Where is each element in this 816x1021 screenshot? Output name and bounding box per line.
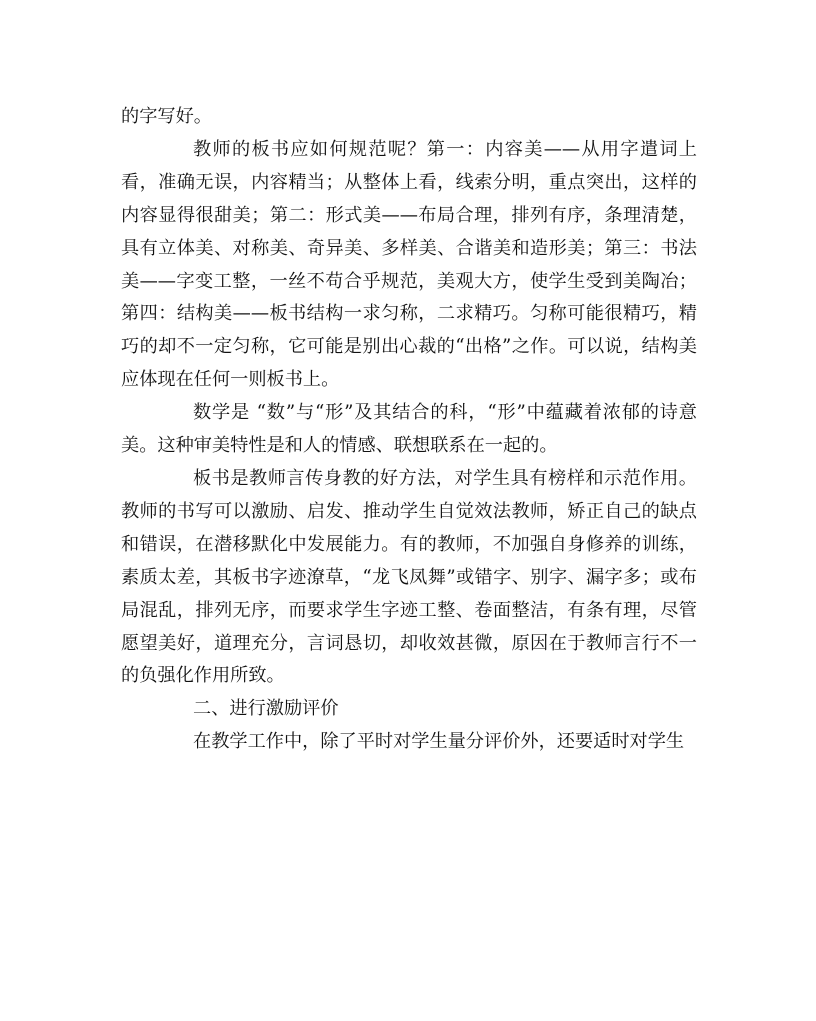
document-body bbox=[121, 101, 697, 759]
section-heading-incentive-evaluation: 二、进行激励评价 bbox=[193, 698, 339, 720]
paragraph-continuation: 的字写好。 bbox=[121, 106, 212, 127]
paragraph-teacher-example: 板书是教师言传身教的好方法，对学生具有榜样和示范作用。教师的书写可以激励、启发、推动学生自觉效法教师，矫正自己的缺点和错误，在潜移默化中发展能力。有的教师，不加强自身修养的训练，素质太差，其板书字迹潦草，“龙飞凤舞”或错字、别字、漏字多；或布局混乱，排列无序，而要求学生字迹工整、卷面整洁，有条有理，尽管愿望美好，道理充分，言词恳切，却收效甚微，原因在于教师言行不一的负强化作用所致。 bbox=[121, 467, 697, 687]
paragraph-blackboard-standards: 教师的板书应如何规范呢？第一：内容美——从用字遣词上看，准确无误，内容精当；从整体上看，线索分明，重点突出，这样的内容显得很甜美；第二：形式美——布局合理，排列有序，条理清楚，具有立体美、对称美、奇异美、多样美、合谐美和造形美；第三：书法美——字变工整，一丝不苟合乎规范，美观大方，使学生受到美陶冶；第四：结构美——板书结构一求匀称，二求精巧。匀称可能很精巧，精巧的却不一定匀称，它可能是别出心裁的“出格”之作。可以说，结构美应体现在任何一则板书上。 bbox=[121, 138, 697, 391]
paragraph-math-beauty: 数学是 “数”与“形”及其结合的科，“形”中蕴藏着浓郁的诗意美。这种审美特性是和人的情感、联想联系在一起的。 bbox=[121, 402, 697, 457]
paragraph-evaluation-start: 在教学工作中，除了平时对学生量分评价外，还要适时对学生 bbox=[193, 731, 685, 753]
